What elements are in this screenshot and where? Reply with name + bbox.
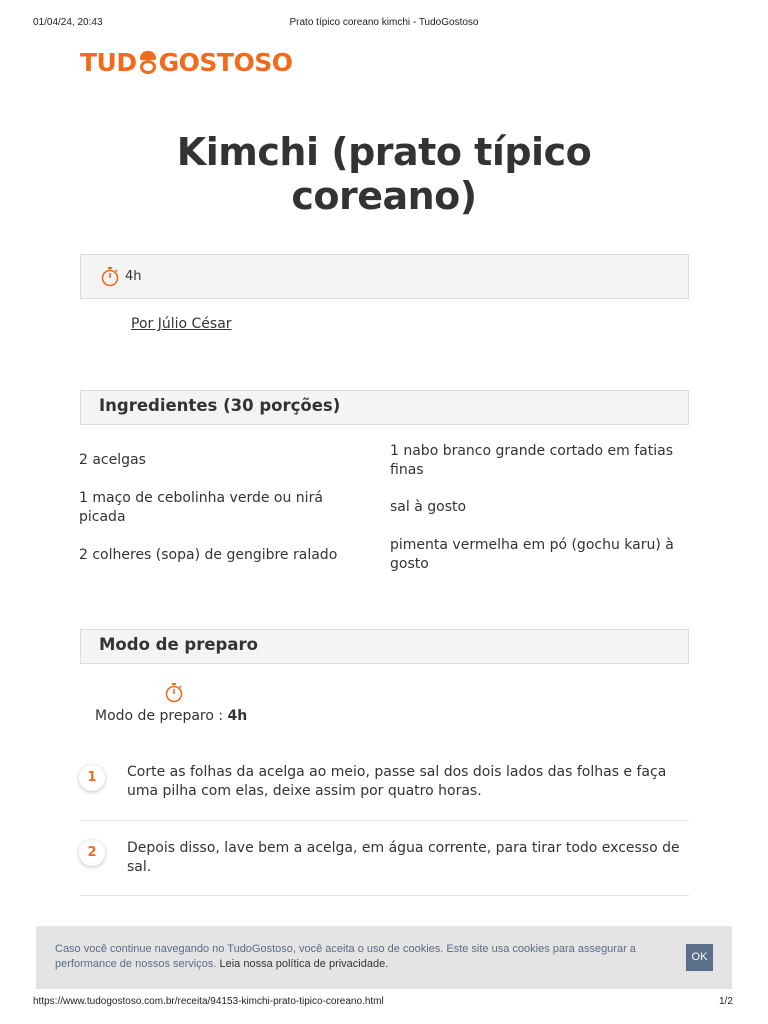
print-page-title: Prato típico coreano kimchi - TudoGostoso (289, 17, 479, 28)
logo-text-left: TUD (80, 48, 137, 77)
ingredients-heading: Ingredientes (30 porções) (99, 396, 341, 415)
cookie-banner-text (55, 942, 665, 972)
recipe-time-box (80, 254, 689, 299)
site-logo[interactable] (80, 48, 292, 77)
stopwatch-icon (101, 267, 119, 285)
step-divider (80, 820, 689, 821)
chef-hat-icon (138, 51, 158, 75)
ingredient-item: 1 maço de cebolinha verde ou nirá picada (79, 490, 323, 525)
preparation-heading: Modo de preparo (99, 635, 258, 654)
print-url: https://www.tudogostoso.com.br/receita/94153-kimchi-prato-tipico-coreano.html (33, 996, 384, 1007)
cookie-ok-button[interactable]: OK (686, 944, 713, 971)
ingredient-item: pimenta vermelha em pó (gochu karu) à gosto (390, 537, 674, 572)
logo-text-right: GOSTOSO (158, 48, 293, 77)
ingredient-item: sal à gosto (390, 499, 467, 515)
preparation-time (95, 708, 247, 724)
ingredient-item: 2 colheres (sopa) de gengibre ralado (79, 547, 338, 563)
cookie-message: Caso você continue navegando no TudoGostoso, você aceita o uso de cookies. Este site usa cookies para assegurar a performance de nossos serviços. (55, 943, 636, 970)
print-datetime: 01/04/24, 20:43 (33, 17, 103, 28)
step-number: 2 (79, 840, 105, 866)
step-text: Corte as folhas da acelga ao meio, passe sal dos dois lados das folhas e faça uma pilha com elas, deixe assim por quatro horas. (127, 764, 667, 799)
step-text: Depois disso, lave bem a acelga, em água corrente, para tirar todo excesso de sal. (127, 840, 680, 875)
print-page-number: 1/2 (719, 996, 733, 1007)
author-link[interactable]: Por Júlio César (131, 316, 232, 332)
recipe-title: Kimchi (prato típico coreano) (176, 130, 592, 218)
recipe-time: 4h (125, 269, 142, 284)
privacy-policy-link[interactable]: Leia nossa política de privacidade. (219, 958, 389, 970)
step-divider (80, 895, 689, 896)
stopwatch-icon (165, 683, 183, 701)
preparation-time-label: Modo de preparo : (95, 708, 224, 724)
step-number: 1 (79, 765, 105, 791)
preparation-time-value: 4h (227, 708, 248, 724)
ingredient-item: 1 nabo branco grande cortado em fatias finas (390, 443, 674, 478)
ingredient-item: 2 acelgas (79, 452, 146, 468)
